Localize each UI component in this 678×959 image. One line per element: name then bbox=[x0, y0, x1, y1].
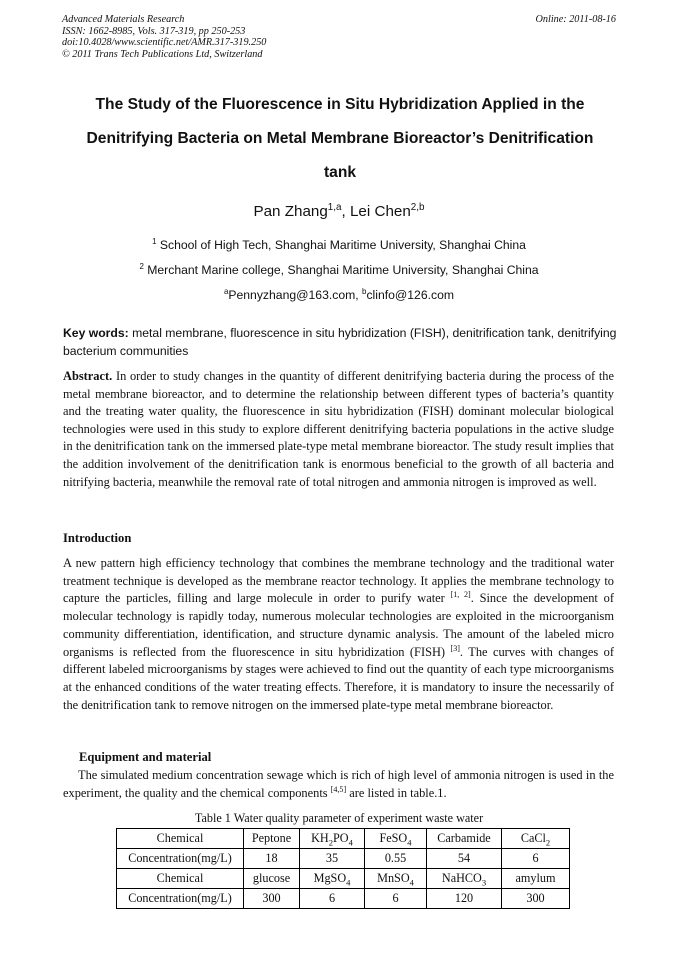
table-caption: Table 1 Water quality parameter of experiment waste water bbox=[194, 811, 484, 825]
table-cell: 300 bbox=[244, 889, 300, 909]
author-affiliation-mark: 2,b bbox=[410, 201, 425, 213]
intro-text: . Since the development of molecular technology is rapidly today, numerous molecular technologies are exploited in the microorganism community differentiation, identification, and structure dynamic analysis. The amount of the labeled micro organisms is reflected from the fluorescence in situ hybridization (FISH) bbox=[63, 591, 614, 659]
table-row bbox=[117, 889, 570, 909]
keywords-label: Key words: bbox=[63, 326, 129, 340]
equipment-heading: Equipment and material bbox=[79, 750, 212, 764]
email-link[interactable]: Pennyzhang@163.com, bbox=[228, 288, 363, 302]
introduction-paragraph bbox=[63, 555, 614, 714]
water-quality-table bbox=[116, 828, 570, 909]
affiliation bbox=[0, 263, 678, 277]
table-cell: 6 bbox=[365, 889, 427, 909]
affiliation-mark: 2 bbox=[139, 261, 144, 271]
table-cell: 300 bbox=[502, 889, 570, 909]
table-cell: Chemical bbox=[117, 869, 244, 889]
citation: [1, 2] bbox=[450, 590, 471, 600]
table-cell: 120 bbox=[427, 889, 502, 909]
affiliation-text: Merchant Marine college, Shanghai Maritime University, Shanghai China bbox=[147, 263, 539, 277]
table-cell: CaCl$_2$ bbox=[502, 829, 570, 849]
online-date: Online: 2011-08-16 bbox=[535, 14, 616, 25]
table-cell: 35 bbox=[300, 849, 365, 869]
copyright-line: © 2011 Trans Tech Publications Ltd, Switzerland bbox=[62, 48, 263, 60]
author-name: Pan Zhang bbox=[253, 203, 328, 220]
doi-line: doi:10.4028/www.scientific.net/AMR.317-319.250 bbox=[62, 37, 267, 48]
table-cell: MgSO$_4$ bbox=[300, 869, 365, 889]
intro-text: . The curves with changes of different labeled microorganisms by stages were achieved to find out the quantity of each type microorganisms at the enhanced conditions of the water treating effects. Therefore, it is mandatory to insure the necessarily of the denitrification tank to remove nitrogen on the immersed plate-type metal membrane bioreactor. bbox=[63, 644, 614, 712]
author-list bbox=[0, 203, 678, 220]
affiliation-mark: 1 bbox=[152, 236, 157, 246]
journal-header bbox=[62, 14, 616, 60]
abstract-label: Abstract. bbox=[63, 369, 113, 383]
keywords bbox=[63, 325, 618, 360]
author-emails bbox=[0, 288, 678, 302]
title-line-3: tank bbox=[323, 164, 357, 181]
equipment-paragraph bbox=[63, 767, 614, 802]
email-mark: a bbox=[223, 286, 229, 296]
table-cell: FeSO$_4$ bbox=[365, 829, 427, 849]
table-row bbox=[117, 869, 570, 889]
table-cell: Carbamide bbox=[427, 829, 502, 849]
table-cell: Concentration(mg/L) bbox=[117, 889, 244, 909]
table-cell: Concentration(mg/L) bbox=[117, 849, 244, 869]
table-cell: Peptone bbox=[244, 829, 300, 849]
equipment-text: The simulated medium concentration sewage which is rich of high level of ammonia nitrogen is used in the experiment, the quality and the chemical components bbox=[63, 768, 614, 800]
table-cell: 6 bbox=[300, 889, 365, 909]
author-separator: , bbox=[341, 203, 350, 220]
journal-name: Advanced Materials Research bbox=[62, 14, 185, 25]
title-line-1: The Study of the Fluorescence in Situ Hybridization Applied in the bbox=[95, 96, 585, 113]
affiliation-text: School of High Tech, Shanghai Maritime University, Shanghai China bbox=[159, 238, 526, 252]
table-cell: Chemical bbox=[117, 829, 244, 849]
keywords-text: metal membrane, fluorescence in situ hybridization (FISH), denitrification tank, denitrifying bacterium communities bbox=[63, 326, 617, 358]
abstract bbox=[63, 368, 614, 491]
author-name: Lei Chen bbox=[349, 203, 411, 220]
table-cell: MnSO$_4$ bbox=[365, 869, 427, 889]
table-cell: 18 bbox=[244, 849, 300, 869]
table-cell: 0.55 bbox=[365, 849, 427, 869]
email-mark: b bbox=[362, 286, 367, 296]
equipment-text: are listed in table.1. bbox=[346, 785, 447, 800]
citation: [3] bbox=[450, 643, 460, 653]
table-cell: $KH_2PO_4$ bbox=[300, 829, 365, 849]
introduction-heading: Introduction bbox=[63, 531, 132, 545]
table-cell: amylum bbox=[502, 869, 570, 889]
intro-text: A new pattern high efficiency technology that combines the membrane technology and the traditional water treatment technique is developed as the membrane reactor technology. It applies the membrane technology to capture the particles, filling and large molecule in order to purify water bbox=[63, 556, 614, 606]
table-row bbox=[117, 849, 570, 869]
email-link[interactable]: clinfo@126.com bbox=[366, 288, 455, 302]
table-cell: 54 bbox=[427, 849, 502, 869]
table-cell: NaHCO$_3$ bbox=[427, 869, 502, 889]
author-affiliation-mark: 1,a bbox=[327, 201, 342, 213]
table-cell: glucose bbox=[244, 869, 300, 889]
issn-line: ISSN: 1662-8985, Vols. 317-319, pp 250-253 bbox=[62, 25, 246, 37]
table-row bbox=[117, 829, 570, 849]
table-cell: 6 bbox=[502, 849, 570, 869]
abstract-text: In order to study changes in the quantity of different denitrifying bacteria during the process of the metal membrane bioreactor, and to determine the relationship between different types of bacteria’s quantity and the treating water quality, the fluorescence in situ hybridization (FISH) dominant molecular biological technologies were used in this study to explore different denitrifying bacteria populations in the active sludge in the denitrification tank on the immersed plate-type metal membrane bioreactor. The study result implies that the addition involvement of the denitrification tank is enormous beneficial to the growth of all bacteria and nitrifying bacteria, meanwhile the removal rate of total nitrogen and ammonia nitrogen is improved as well. bbox=[63, 369, 614, 489]
title-line-2: Denitrifying Bacteria on Metal Membrane Bioreactor’s Denitrification bbox=[86, 130, 594, 147]
paper-title bbox=[60, 88, 620, 190]
affiliation bbox=[0, 238, 678, 252]
citation: [4,5] bbox=[330, 784, 347, 794]
